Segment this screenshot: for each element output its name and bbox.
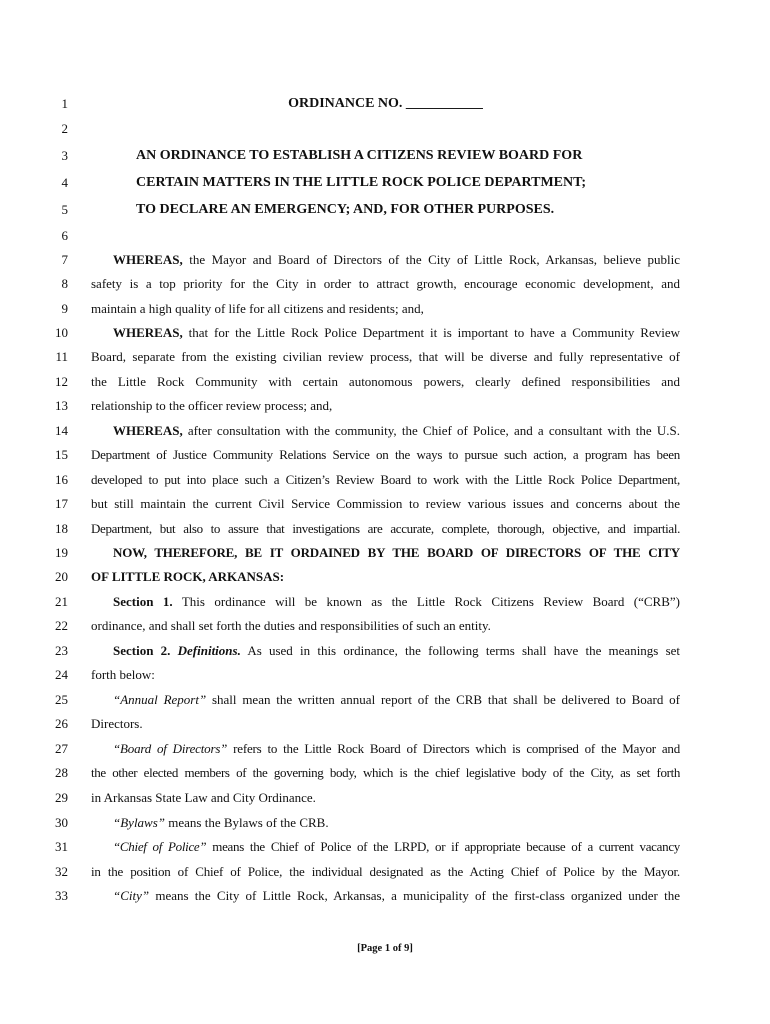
line-number: 28 (55, 765, 68, 780)
line-number: 32 (55, 864, 68, 879)
line-number: 2 (61, 121, 68, 136)
line-number: 5 (61, 202, 68, 217)
ordinance-title-line: CERTAIN MATTERS IN THE LITTLE ROCK POLICE DEPARTMENT; (136, 175, 587, 190)
body-text: means the Chief of Police of the LRPD, or if appropriate because of a current vacancy (206, 839, 680, 854)
body-line-30 (113, 811, 680, 835)
body-text: shall mean the written annual report of the CRB that shall be delivered to Board of (206, 692, 680, 707)
line-number: 8 (61, 276, 68, 291)
ordinance-title-line: TO DECLARE AN EMERGENCY; AND, FOR OTHER PURPOSES. (136, 202, 555, 217)
body-text: after consultation with the community, the Chief of Police, and a consultant with the U.S. (182, 423, 680, 438)
section-1-lead: Section 1. (113, 594, 173, 609)
body-line-25 (113, 688, 680, 712)
body-text: the Mayor and Board of Directors of the City of Little Rock, Arkansas, believe public (182, 252, 680, 267)
body-line-23 (113, 639, 680, 663)
line-number: 15 (55, 447, 68, 462)
line-number: 10 (55, 325, 68, 340)
section-2-lead: Section 2. (113, 643, 171, 658)
body-line-13: relationship to the officer review process; and, (91, 398, 333, 413)
defined-term: “City” (113, 888, 150, 903)
ordinance-label: ORDINANCE NO. (288, 96, 403, 111)
body-line-7 (113, 248, 680, 272)
line-number: 29 (55, 790, 68, 805)
body-text: refers to the Little Rock Board of Directors which is comprised of the Mayor and (227, 741, 680, 756)
body-text: that for the Little Rock Police Department it is important to have a Community Review (182, 325, 680, 340)
body-text: means the Bylaws of the CRB. (165, 815, 329, 830)
body-line-21 (113, 590, 680, 614)
body-line-32: in the position of Chief of Police, the individual designated as the Acting Chief of Police by the Mayor. (91, 864, 680, 879)
line-number: 6 (61, 228, 68, 243)
body-line-20: OF LITTLE ROCK, ARKANSAS: (91, 569, 285, 584)
line-number: 33 (55, 888, 68, 903)
whereas-lead: WHEREAS, (113, 252, 183, 267)
line-number: 25 (55, 692, 68, 707)
definitions-term: Definitions. (177, 643, 241, 658)
ordinance-heading (91, 92, 680, 116)
line-number: 14 (55, 423, 68, 438)
line-number: 17 (55, 496, 68, 511)
line-number: 13 (55, 398, 68, 413)
body-line-24: forth below: (91, 667, 155, 682)
body-line-22: ordinance, and shall set forth the duties and responsibilities of such an entity. (91, 618, 491, 633)
body-line-29: in Arkansas State Law and City Ordinance. (91, 790, 316, 805)
defined-term: “Annual Report” (113, 692, 207, 707)
ordinance-title-line: AN ORDINANCE TO ESTABLISH A CITIZENS REVIEW BOARD FOR (136, 148, 583, 163)
body-line-9: maintain a high quality of life for all citizens and residents; and, (91, 301, 424, 316)
line-number: 23 (55, 643, 68, 658)
line-number: 11 (55, 349, 68, 364)
whereas-lead: WHEREAS, (113, 423, 183, 438)
body-line-16: developed to put into place such a Citizen’s Review Board to work with the Little Rock Police Department, (91, 472, 680, 487)
line-number: 26 (55, 716, 68, 731)
line-number: 19 (55, 545, 68, 560)
body-line-11: Board, separate from the existing civilian review process, that will be diverse and fully representative of (91, 349, 680, 364)
line-number: 20 (55, 569, 68, 584)
body-line-17: but still maintain the current Civil Service Commission to review various issues and concerns about the (91, 496, 680, 511)
body-line-10 (113, 321, 680, 345)
body-line-28: the other elected members of the governing body, which is the chief legislative body of the City, as set forth (91, 765, 680, 780)
line-number: 27 (55, 741, 68, 756)
line-number: 21 (55, 594, 68, 609)
line-number: 1 (61, 96, 68, 111)
ordinance-number-blank: ___________ (405, 96, 483, 111)
line-number: 24 (55, 667, 68, 682)
body-text: As used in this ordinance, the following terms shall have the meanings set (240, 643, 680, 658)
defined-term: “Bylaws” (113, 815, 166, 830)
line-number: 3 (61, 148, 68, 163)
body-line-18: Department, but also to assure that investigations are accurate, complete, thorough, objective, and impartial. (91, 521, 680, 536)
line-number: 4 (61, 175, 68, 190)
body-line-15: Department of Justice Community Relations Service on the ways to pursue such action, a program has been (91, 447, 680, 462)
defined-term: “Board of Directors” (113, 741, 228, 756)
line-number: 7 (61, 252, 68, 267)
defined-term: “Chief of Police” (113, 839, 207, 854)
line-number: 18 (55, 521, 68, 536)
body-line-19: NOW, THEREFORE, BE IT ORDAINED BY THE BOARD OF DIRECTORS OF THE CITY (113, 545, 680, 560)
body-line-8: safety is a top priority for the City in order to attract growth, encourage economic development, and (91, 276, 680, 291)
body-text: means the City of Little Rock, Arkansas, a municipality of the first-class organized under the (149, 888, 680, 903)
body-line-33 (113, 884, 680, 908)
line-number: 16 (55, 472, 68, 487)
line-number: 22 (55, 618, 68, 633)
body-text: This ordinance will be known as the Little Rock Citizens Review Board (“CRB”) (172, 594, 680, 609)
page-footer: [Page 1 of 9] (357, 943, 413, 954)
line-number: 12 (55, 374, 68, 389)
body-line-14 (113, 419, 680, 443)
body-line-26: Directors. (91, 716, 143, 731)
line-number: 30 (55, 815, 68, 830)
line-number: 9 (61, 301, 68, 316)
body-line-27 (113, 737, 680, 761)
whereas-lead: WHEREAS, (113, 325, 183, 340)
body-line-31 (113, 835, 680, 859)
body-line-12: the Little Rock Community with certain autonomous powers, clearly defined responsibilities and (91, 374, 680, 389)
line-number: 31 (55, 839, 68, 854)
